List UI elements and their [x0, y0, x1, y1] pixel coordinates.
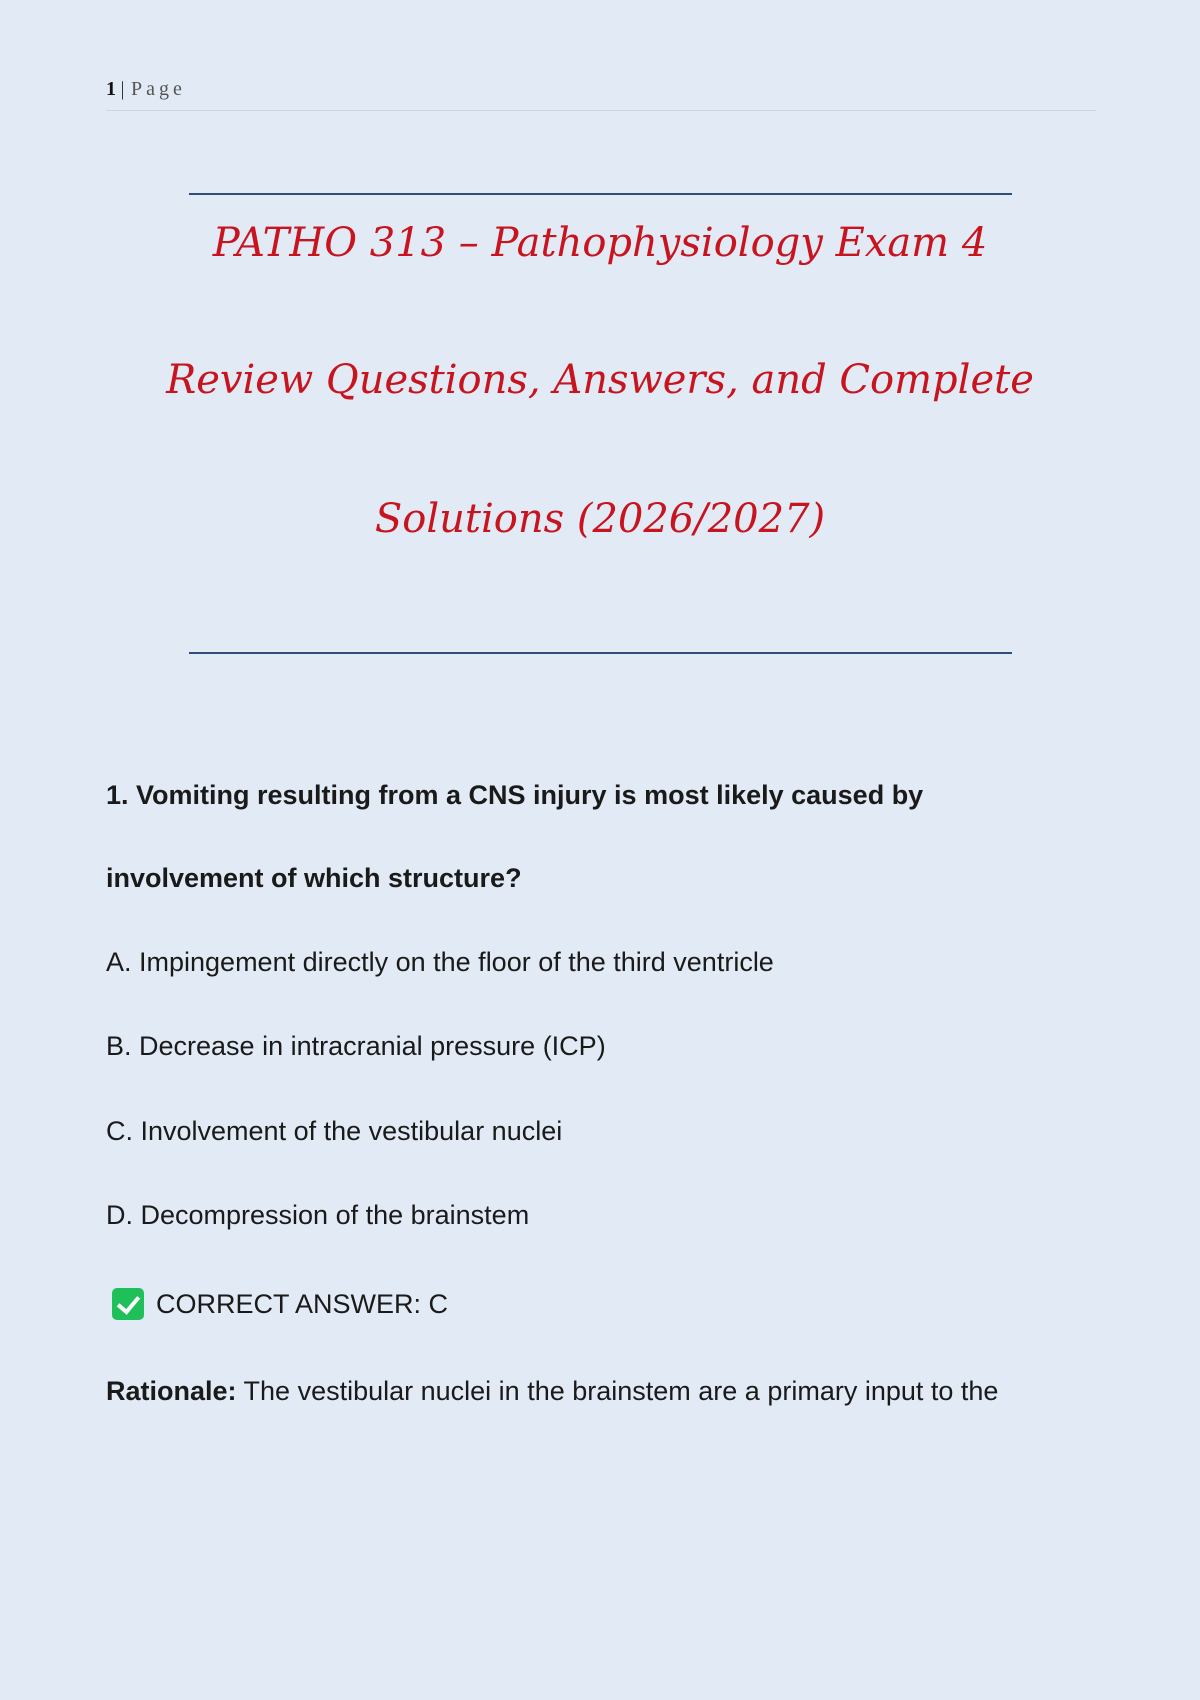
page-header	[106, 78, 1096, 111]
title-line-1: PATHO 313 – Pathophysiology Exam 4	[212, 220, 988, 266]
option-d: D. Decompression of the brainstem	[106, 1200, 530, 1230]
correct-answer-text: CORRECT ANSWER: C	[156, 1288, 449, 1319]
rationale-label: Rationale:	[106, 1376, 237, 1406]
title-bottom-rule	[189, 652, 1012, 654]
option-b: B. Decrease in intracranial pressure (ICP)	[106, 1031, 606, 1061]
title-top-rule	[189, 193, 1012, 195]
correct-answer	[106, 1288, 448, 1320]
rationale	[106, 1376, 998, 1407]
page-separator: |	[120, 78, 126, 100]
question-stem-line-1: 1. Vomiting resulting from a CNS injury is most likely caused by	[106, 780, 924, 810]
option-c: C. Involvement of the vestibular nuclei	[106, 1116, 563, 1146]
page-word: Page	[131, 78, 186, 100]
option-a: A. Impingement directly on the floor of the third ventricle	[106, 947, 774, 977]
check-mark-icon	[112, 1288, 144, 1320]
question-stem-line-2: involvement of which structure?	[106, 863, 522, 893]
title-line-3: Solutions (2026/2027)	[374, 496, 826, 542]
page-number: 1	[106, 78, 117, 100]
rationale-text: The vestibular nuclei in the brainstem are a primary input to the	[236, 1376, 999, 1406]
title-line-2: Review Questions, Answers, and Complete	[166, 357, 1034, 403]
